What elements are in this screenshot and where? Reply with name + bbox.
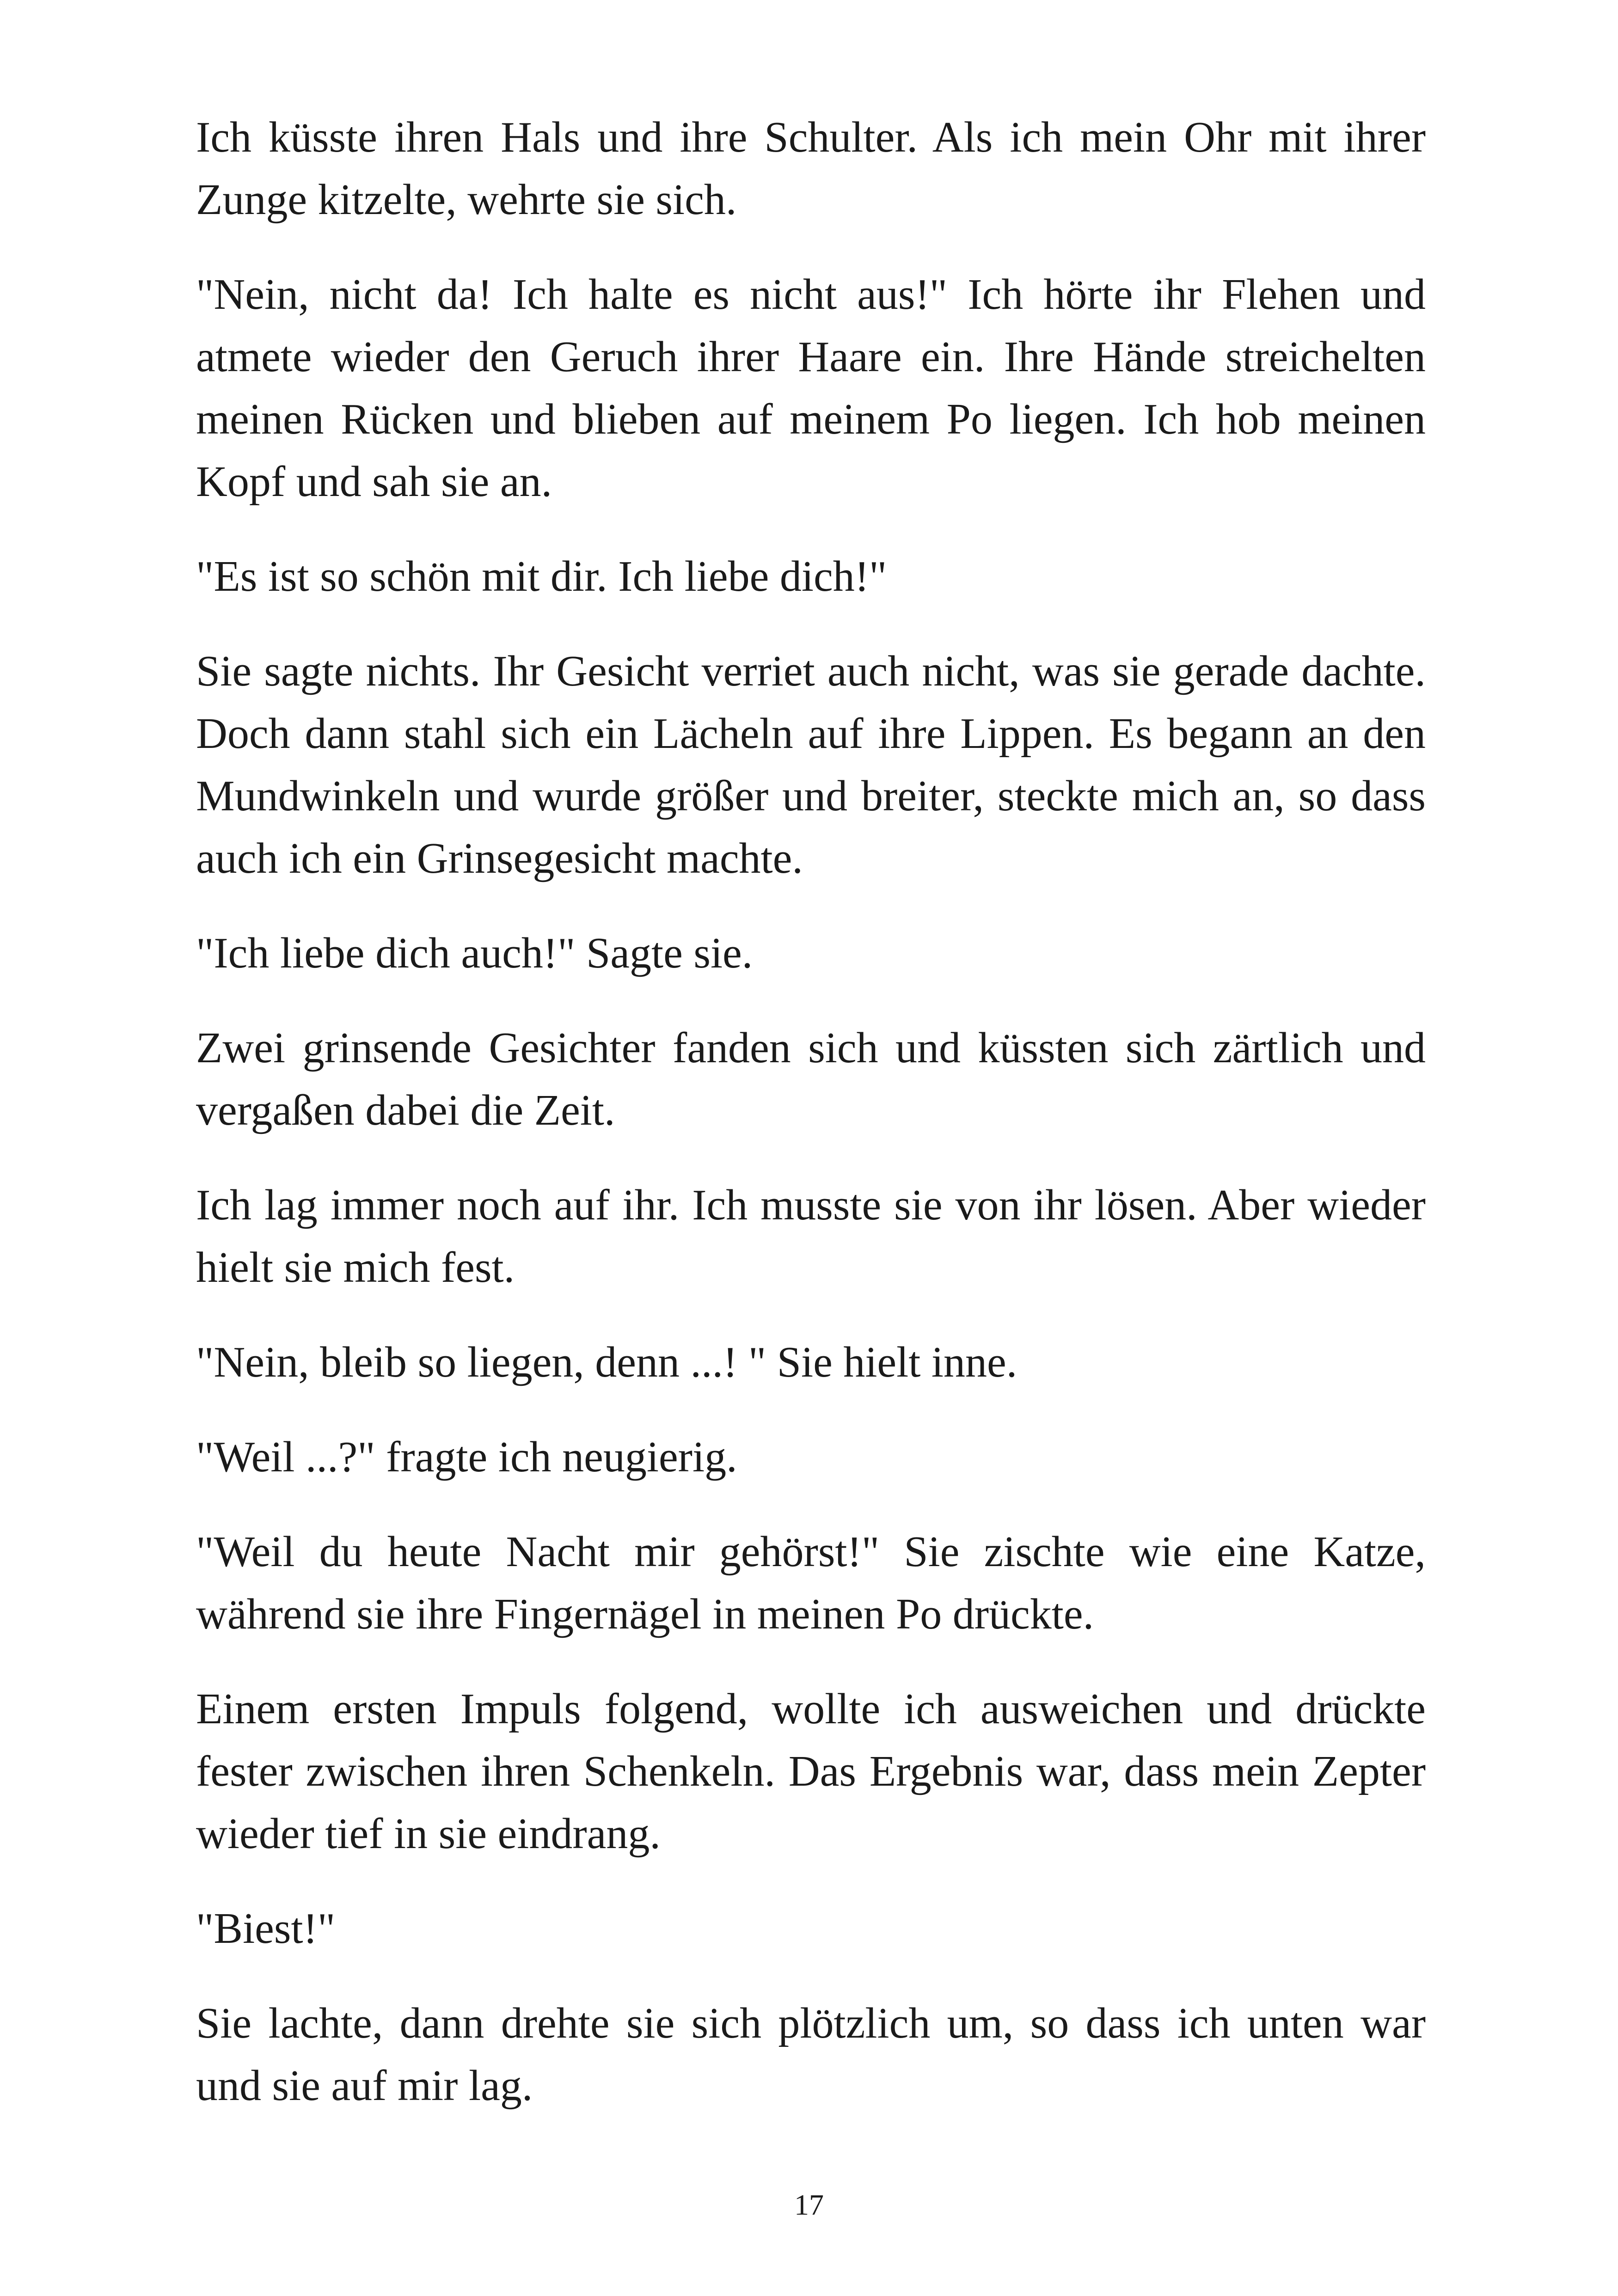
paragraph: "Es ist so schön mit dir. Ich liebe dich!" [196, 552, 887, 600]
paragraph: "Weil du heute Nacht mir gehörst!" Sie zischte wie eine Katze, während sie ihre Fingernägel in meinen Po drückte. [196, 1528, 1426, 1638]
page-number: 17 [794, 2188, 824, 2221]
paragraph: "Nein, bleib so liegen, denn ...! " Sie hielt inne. [196, 1338, 1017, 1386]
paragraph: "Biest!" [196, 1904, 336, 1953]
paragraph: "Weil ...?" fragte ich neugierig. [196, 1433, 737, 1481]
paragraph: Einem ersten Impuls folgend, wollte ich ausweichen und drückte fester zwischen ihren Schenkeln. Das Ergebnis war, dass mein Zepter wieder tief in sie eindrang. [196, 1685, 1426, 1858]
paragraph: "Nein, nicht da! Ich halte es nicht aus!" Ich hörte ihr Flehen und atmete wieder den Geruch ihrer Haare ein. Ihre Hände streichelten meinen Rücken und blieben auf meinem Po liegen. Ich hob meinen Kopf und sah sie an. [196, 270, 1426, 506]
body-text [196, 106, 1426, 2149]
paragraph: Sie lachte, dann drehte sie sich plötzlich um, so dass ich unten war und sie auf mir lag. [196, 1999, 1426, 2110]
paragraph: "Ich liebe dich auch!" Sagte sie. [196, 929, 753, 977]
paragraph: Zwei grinsende Gesichter fanden sich und küssten sich zärtlich und vergaßen dabei die Zeit. [196, 1024, 1426, 1134]
paragraph: Ich küsste ihren Hals und ihre Schulter. Als ich mein Ohr mit ihrer Zunge kitzelte, wehrte sie sich. [196, 113, 1426, 224]
paragraph: Ich lag immer noch auf ihr. Ich musste sie von ihr lösen. Aber wieder hielt sie mich fest. [196, 1181, 1426, 1292]
paragraph: Sie sagte nichts. Ihr Gesicht verriet auch nicht, was sie gerade dachte. Doch dann stahl sich ein Lächeln auf ihre Lippen. Es begann an den Mundwinkeln und wurde größer und breiter, steckte mich an, so dass auch ich ein Grinsegesicht machte. [196, 647, 1426, 882]
